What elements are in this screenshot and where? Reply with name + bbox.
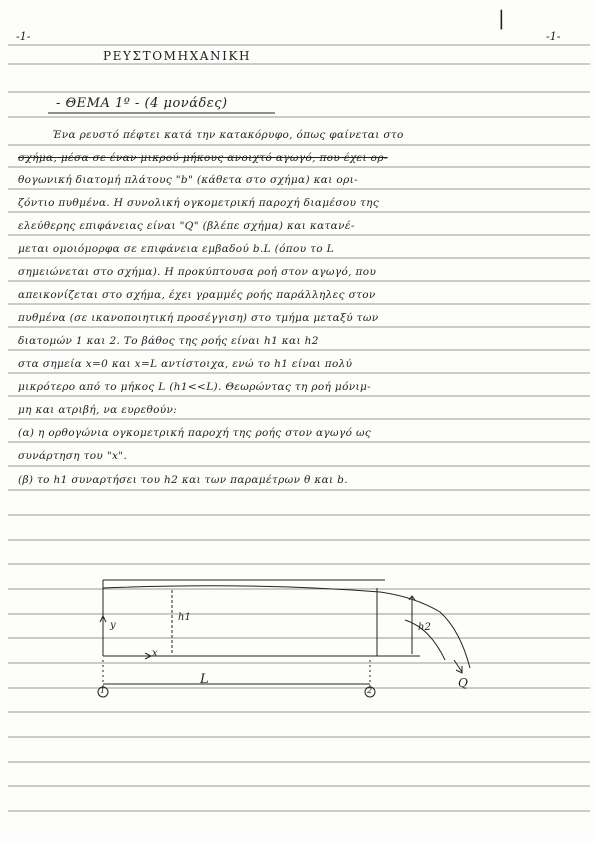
- text-line-1: Ένα ρευστό πέφτει κατά την κατακόρυφο, όπως φαίνεται στο: [52, 129, 404, 141]
- topic-heading: - ΘΕΜΑ 1º - (4 μονάδες): [56, 96, 228, 111]
- y-axis-label: y: [110, 620, 116, 631]
- text-line-12: μικρότερο από το μήκος L (h1<<L). Θεωρώντας τη ροή μόνιμ-: [18, 381, 372, 393]
- margin-mark: |: [498, 6, 505, 30]
- page-title: ΡΕΥΣΤΟΜΗΧΑΝΙΚΗ: [103, 49, 252, 63]
- h2-label: h2: [418, 622, 431, 633]
- page-number-left: -1-: [16, 30, 31, 43]
- text-line-14: (α) η ορθογώνια ογκομετρική παροχή της ροής στον αγωγό ως: [18, 427, 372, 439]
- text-line-3: θογωνική διατομή πλάτους "b" (κάθετα στο σχήμα) και ορι-: [18, 174, 358, 186]
- text-line-13: μη και ατριβή, να ευρεθούν:: [18, 404, 178, 416]
- text-line-16: (β) το h1 συναρτήσει του h2 και των παραμέτρων θ και b.: [18, 474, 348, 486]
- text-line-15: συνάρτηση του "x".: [18, 450, 128, 462]
- text-line-9: πυθμένα (σε ικανοποιητική προσέγγιση) στο τμήμα μεταξύ των: [18, 312, 379, 324]
- x-axis-label: x: [152, 648, 158, 659]
- page-number-right: -1-: [546, 30, 561, 43]
- text-line-11: στα σημεία x=0 και x=L αντίστοιχα, ενώ το h1 είναι πολύ: [18, 358, 353, 370]
- L-label: L: [200, 672, 209, 687]
- text-line-10: διατομών 1 και 2. Το βάθος της ροής είναι h1 και h2: [18, 335, 319, 347]
- text-line-2: σχήμα, μέσα σε έναν μικρού μήκους ανοιχτό αγωγό, που έχει ορ-: [18, 152, 388, 164]
- h1-label: h1: [178, 612, 191, 623]
- section-2-label: 2: [367, 686, 373, 695]
- text-line-8: απεικονίζεται στο σχήμα, έχει γραμμές ροής παράλληλες στον: [18, 289, 376, 301]
- text-line-7: σημειώνεται στο σχήμα). Η προκύπτουσα ροή στον αγωγό, που: [18, 266, 377, 278]
- section-1-label: 1: [100, 686, 106, 695]
- Q-label: Q: [458, 676, 468, 690]
- Q-arrow-shaft: [454, 660, 462, 672]
- text-line-4: ζόντιο πυθμένα. Η συνολική ογκομετρική παροχή διαμέσου της: [18, 197, 380, 209]
- text-line-6: μεται ομοιόμορφα σε επιφάνεια εμβαδού b.L (όπου το L: [18, 243, 334, 255]
- text-line-5: ελεύθερης επιφάνειας είναι "Q" (βλέπε σχήμα) και κατανέ-: [18, 220, 355, 232]
